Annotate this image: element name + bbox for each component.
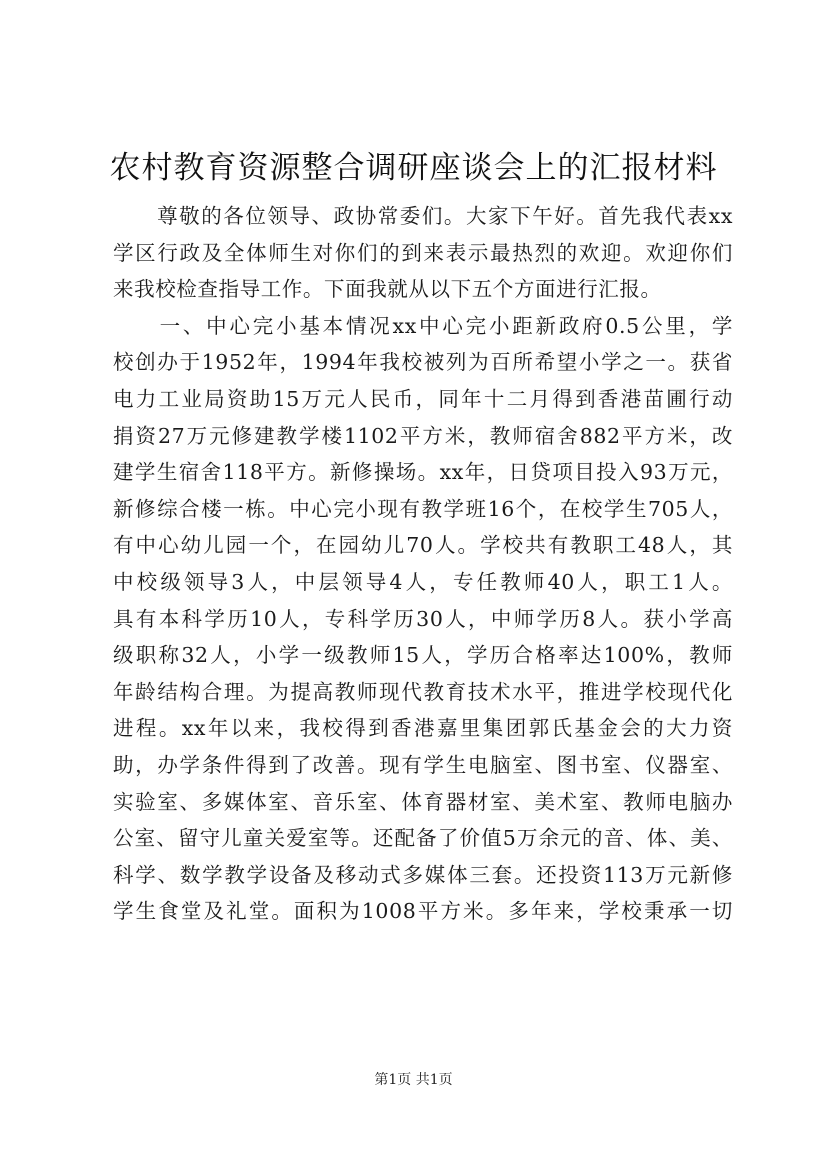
body-line: 有中心幼儿园一个，在园幼儿70人。学校共有教职工48人，其: [113, 533, 733, 558]
body-line: 捐资27万元修建教学楼1102平方米，教师宿舍882平方米，改: [113, 423, 733, 448]
body-line: 进程。xx年以来，我校得到香港嘉里集团郭氏基金会的大力资: [113, 716, 733, 741]
body-line: 尊敬的各位领导、政协常委们。大家下午好。首先我代表xx: [113, 204, 733, 228]
document-title: 农村教育资源整合调研座谈会上的汇报材料: [109, 150, 718, 186]
body-line: 年龄结构合理。为提高教师现代教育技术水平，推进学校现代化: [113, 679, 733, 704]
body-line: 来我校检查指导工作。下面我就从以下五个方面进行汇报。: [113, 277, 662, 302]
body-line: 学区行政及全体师生对你们的到来表示最热烈的欢迎。欢迎你们: [113, 240, 733, 265]
body-line: 建学生宿舍118平方。新修操场。xx年，日贷项目投入93万元，: [113, 460, 733, 485]
body-line: 学生食堂及礼堂。面积为1008平方米。多年来，学校秉承一切: [113, 899, 733, 924]
body-line: 中校级领导3人，中层领导4人，专任教师40人，职工1人。: [113, 569, 733, 594]
body-line: 级职称32人，小学一级教师15人，学历合格率达100%，教师: [113, 643, 733, 668]
page-footer: 第1页 共1页: [374, 1072, 453, 1088]
body-line: 助，办学条件得到了改善。现有学生电脑室、图书室、仪器室、: [113, 752, 733, 777]
body-line: 科学、数学教学设备及移动式多媒体三套。还投资113万元新修: [113, 862, 733, 887]
body-line: 公室、留守儿童关爱室等。还配备了价值5万余元的音、体、美、: [113, 826, 733, 851]
body-line: 实验室、多媒体室、音乐室、体育器材室、美术室、教师电脑办: [113, 789, 733, 814]
body-line: 一、中心完小基本情况xx中心完小距新政府0.5公里，学: [113, 313, 733, 338]
body-line: 具有本科学历10人，专科学历30人，中师学历8人。获小学高: [113, 606, 733, 631]
document-body: [113, 198, 733, 930]
body-line: 校创办于1952年，1994年我校被列为百所希望小学之一。获省: [113, 350, 733, 375]
body-line: 新修综合楼一栋。中心完小现有教学班16个，在校学生705人，: [113, 496, 733, 521]
body-line: 电力工业局资助15万元人民币，同年十二月得到香港苗圃行动: [113, 386, 733, 411]
